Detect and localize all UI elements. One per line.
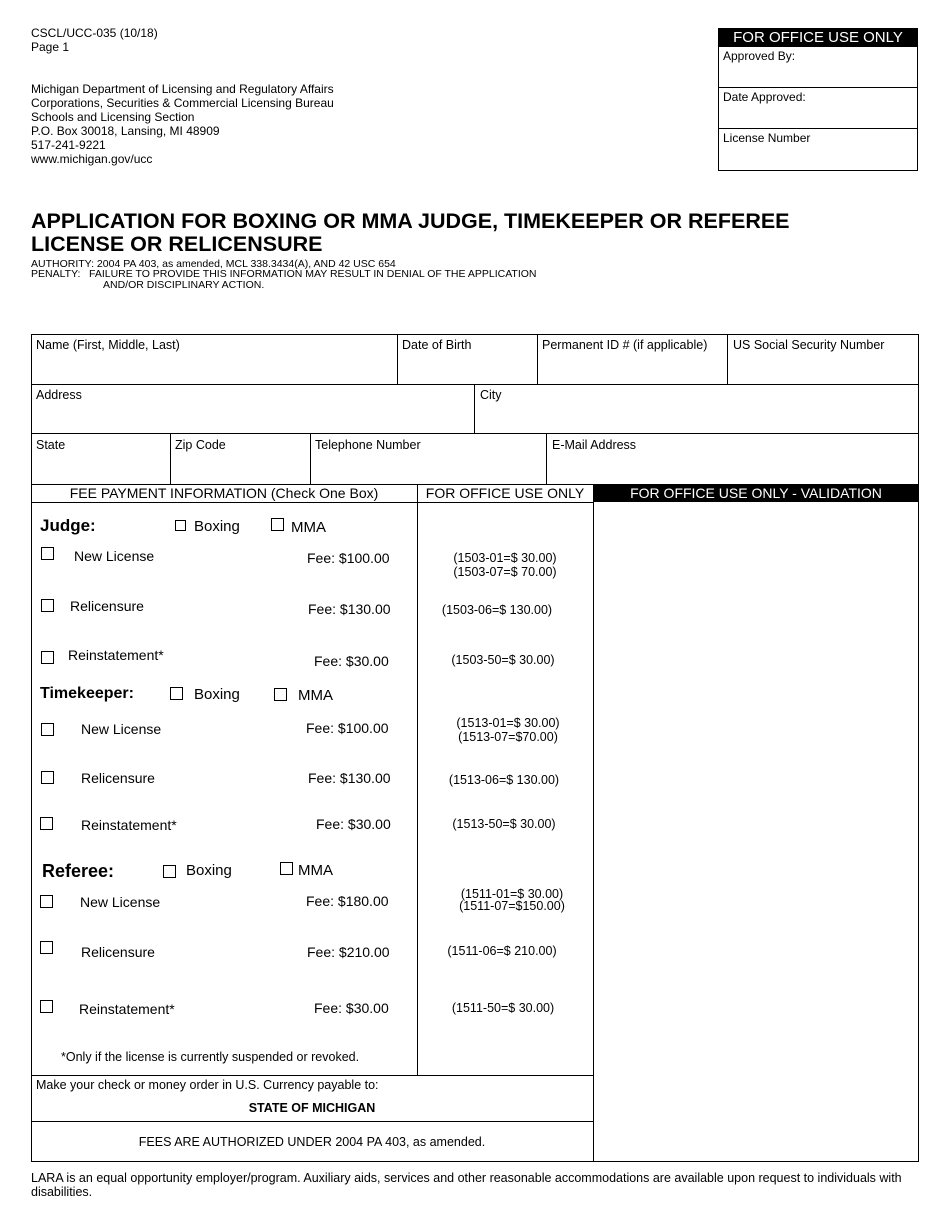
name-field[interactable]: Name (First, Middle, Last) (36, 338, 180, 352)
referee-boxing-checkbox[interactable] (163, 865, 176, 878)
judge-boxing-checkbox[interactable] (175, 520, 186, 531)
divider (537, 334, 538, 385)
judge-new-checkbox[interactable] (41, 547, 54, 560)
license-number-label: License Number (723, 131, 811, 145)
referee-mma-label: MMA (298, 862, 333, 879)
divider (474, 384, 475, 434)
title-line-2: LICENSE OR RELICENSURE (31, 232, 323, 256)
footer-line: disabilities. (31, 1185, 93, 1199)
referee-relicensure-code: (1511-06=$ 210.00) (447, 944, 557, 958)
agency-line: Michigan Department of Licensing and Regulatory Affairs (31, 82, 334, 96)
judge-reinstatement-code: (1503-50=$ 30.00) (451, 653, 555, 667)
timekeeper-mma-checkbox[interactable] (274, 688, 287, 701)
timekeeper-reinstatement-fee: Fee: $30.00 (316, 816, 391, 832)
referee-boxing-label: Boxing (186, 862, 232, 879)
referee-reinstatement-label: Reinstatement* (79, 1001, 175, 1017)
divider (397, 334, 398, 385)
footer-text (31, 1171, 921, 1199)
timekeeper-boxing-checkbox[interactable] (170, 687, 183, 700)
divider (31, 433, 919, 434)
timekeeper-heading: Timekeeper: (40, 685, 134, 702)
agency-line: www.michigan.gov/ucc (31, 152, 153, 166)
timekeeper-new-fee: Fee: $100.00 (306, 720, 389, 736)
divider (310, 433, 311, 485)
divider (417, 484, 418, 1076)
timekeeper-boxing-label: Boxing (194, 686, 240, 703)
agency-line: Corporations, Securities & Commercial Licensing Bureau (31, 96, 334, 110)
timekeeper-mma-label: MMA (298, 687, 333, 704)
judge-mma-label: MMA (291, 519, 326, 536)
referee-mma-checkbox[interactable] (280, 862, 293, 875)
office-use-header: FOR OFFICE USE ONLY (425, 485, 585, 501)
judge-reinstatement-label: Reinstatement* (68, 647, 164, 663)
date-approved-label: Date Approved: (723, 90, 806, 104)
referee-heading: Referee: (42, 861, 115, 881)
judge-relicensure-label: Relicensure (70, 598, 144, 614)
form-id: CSCL/UCC-035 (10/18) (31, 26, 158, 40)
referee-new-label: New License (80, 894, 161, 910)
page-title (31, 210, 831, 256)
personal-info-grid (31, 334, 919, 485)
phone-field[interactable]: Telephone Number (315, 438, 421, 452)
divider (546, 433, 547, 485)
timekeeper-new-checkbox[interactable] (41, 723, 54, 736)
divider (170, 433, 171, 485)
judge-boxing-label: Boxing (194, 518, 240, 535)
date-approved-field[interactable] (719, 88, 917, 129)
agency-line: 517-241-9221 (31, 138, 106, 152)
divider (31, 384, 919, 385)
timekeeper-new-label: New License (81, 721, 162, 737)
penalty-text-2: AND/OR DISCIPLINARY ACTION. (103, 279, 265, 291)
address-field[interactable]: Address (36, 388, 82, 402)
timekeeper-relicensure-label: Relicensure (81, 770, 155, 786)
timekeeper-reinstatement-code: (1513-50=$ 30.00) (452, 817, 556, 831)
divider (31, 1121, 593, 1122)
timekeeper-relicensure-checkbox[interactable] (41, 771, 54, 784)
validation-header: FOR OFFICE USE ONLY - VALIDATION (593, 484, 919, 502)
timekeeper-new-codes (423, 716, 593, 744)
agency-address (31, 82, 334, 166)
judge-relicensure-code: (1503-06=$ 130.00) (441, 603, 553, 617)
state-field[interactable]: State (36, 438, 66, 452)
timekeeper-relicensure-code: (1513-06=$ 130.00) (448, 773, 560, 787)
office-use-box (718, 28, 918, 171)
approved-by-field[interactable] (719, 47, 917, 88)
dob-field[interactable]: Date of Birth (402, 338, 472, 352)
fees-authorized-text: FEES ARE AUTHORIZED UNDER 2004 PA 403, as amended. (138, 1135, 486, 1149)
fee-code: (1503-01=$ 30.00) (453, 551, 557, 565)
referee-reinstatement-code: (1511-50=$ 30.00) (451, 1001, 555, 1015)
referee-reinstatement-checkbox[interactable] (40, 1000, 53, 1013)
timekeeper-relicensure-fee: Fee: $130.00 (308, 770, 391, 786)
judge-new-fee: Fee: $100.00 (307, 550, 390, 566)
permanent-id-field[interactable]: Permanent ID # (if applicable) (542, 338, 708, 352)
ssn-field[interactable]: US Social Security Number (733, 338, 885, 352)
referee-relicensure-checkbox[interactable] (40, 941, 53, 954)
judge-heading: Judge: (40, 516, 96, 535)
fee-code: (1511-07=$150.00) (459, 899, 565, 913)
timekeeper-reinstatement-checkbox[interactable] (40, 817, 53, 830)
page-number: Page 1 (31, 40, 70, 54)
judge-relicensure-fee: Fee: $130.00 (308, 601, 391, 617)
divider (31, 1075, 593, 1076)
referee-new-fee: Fee: $180.00 (306, 893, 389, 909)
judge-reinstatement-checkbox[interactable] (41, 651, 54, 664)
agency-line: P.O. Box 30018, Lansing, MI 48909 (31, 124, 220, 138)
penalty-text-1: FAILURE TO PROVIDE THIS INFORMATION MAY RESULT IN DENIAL OF THE APPLICATION (89, 268, 537, 280)
title-line-1: APPLICATION FOR BOXING OR MMA JUDGE, TIMEKEEPER OR REFEREE (31, 209, 790, 233)
divider (727, 334, 728, 385)
referee-relicensure-label: Relicensure (81, 944, 155, 960)
suspension-note: *Only if the license is currently suspended or revoked. (61, 1050, 360, 1064)
judge-new-label: New License (74, 548, 155, 564)
referee-new-codes (427, 888, 597, 912)
fee-payment-header: FEE PAYMENT INFORMATION (Check One Box) (69, 485, 379, 501)
fee-code: (1503-07=$ 70.00) (453, 565, 557, 579)
referee-relicensure-fee: Fee: $210.00 (307, 944, 390, 960)
referee-new-checkbox[interactable] (40, 895, 53, 908)
authority-text: AUTHORITY: 2004 PA 403, as amended, MCL 338.3434(A), AND 42 USC 654 (31, 258, 396, 270)
divider (31, 502, 593, 503)
approved-by-label: Approved By: (723, 49, 796, 63)
fee-code: (1513-07=$70.00) (458, 730, 558, 744)
judge-reinstatement-fee: Fee: $30.00 (314, 653, 389, 669)
payable-to-text: Make your check or money order in U.S. Currency payable to: (36, 1078, 379, 1092)
referee-reinstatement-fee: Fee: $30.00 (314, 1000, 389, 1016)
license-number-field[interactable] (719, 129, 917, 170)
judge-relicensure-checkbox[interactable] (41, 599, 54, 612)
email-field[interactable]: E-Mail Address (552, 438, 637, 452)
office-use-title: FOR OFFICE USE ONLY (719, 29, 917, 47)
fee-code: (1511-01=$ 30.00) (460, 887, 564, 901)
payee-name: STATE OF MICHIGAN (248, 1101, 376, 1115)
judge-new-codes (420, 551, 590, 579)
fee-code: (1513-01=$ 30.00) (456, 716, 560, 730)
footer-line: LARA is an equal opportunity employer/program. Auxiliary aids, services and other reasonable accommodations are available upon request to individuals with (31, 1171, 902, 1185)
penalty-label: PENALTY: (31, 268, 81, 280)
divider (593, 484, 594, 1162)
zip-field[interactable]: Zip Code (175, 438, 226, 452)
agency-line: Schools and Licensing Section (31, 110, 195, 124)
judge-mma-checkbox[interactable] (271, 518, 284, 531)
timekeeper-reinstatement-label: Reinstatement* (81, 817, 177, 833)
city-field[interactable]: City (480, 388, 502, 402)
